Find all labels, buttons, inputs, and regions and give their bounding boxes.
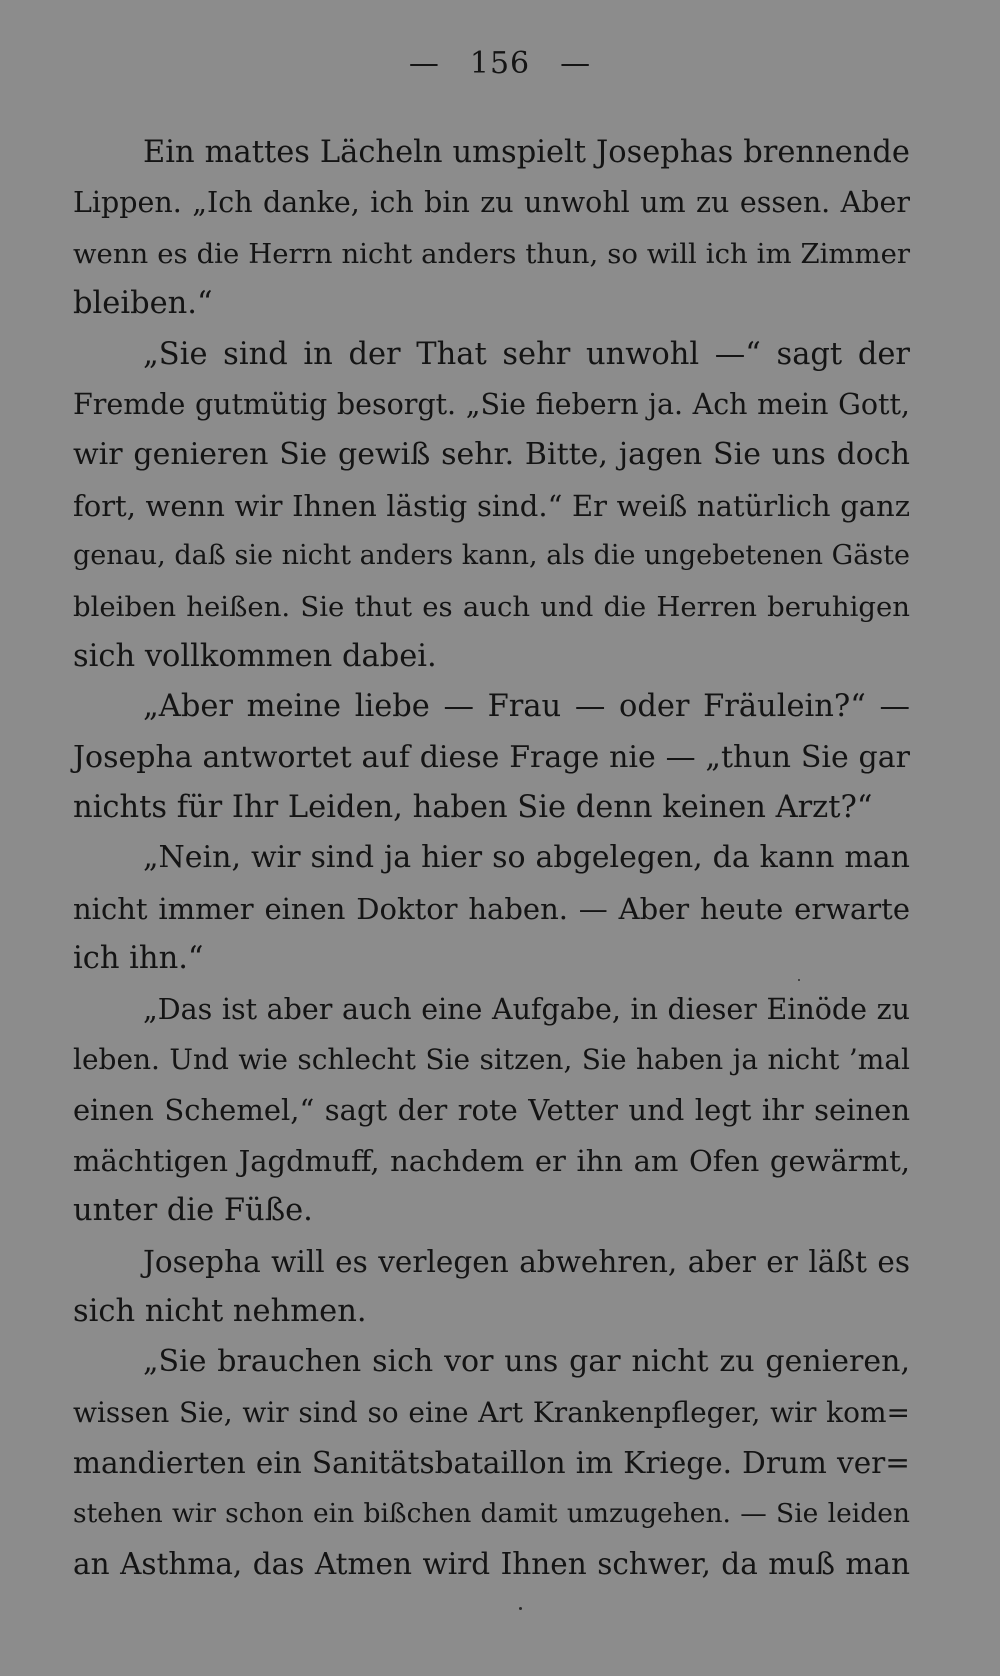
text-line: bleiben.“ xyxy=(73,286,213,322)
text-line: nichts für Ihr Leiden, haben Sie denn keinen Arzt?“ xyxy=(73,790,873,826)
text-line: Fremde gutmütig besorgt. „Sie fiebern ja. Ach mein Gott, xyxy=(73,387,910,421)
text-line: bleiben heißen. Sie thut es auch und die Herren beruhigen xyxy=(73,590,910,623)
text-line: einen Schemel,“ sagt der rote Vetter und legt ihr seinen xyxy=(73,1093,910,1128)
text-line: leben. Und wie schlecht Sie sitzen, Sie haben ja nicht ’mal xyxy=(73,1043,910,1077)
text-line: wenn es die Herrn nicht anders thun, so will ich im Zimmer xyxy=(73,237,910,270)
text-line: stehen wir schon ein bißchen damit umzugehen. — Sie leiden xyxy=(73,1497,910,1529)
page-number-header xyxy=(0,46,1000,81)
text-line: Lippen. „Ich danke, ich bin zu unwohl um zu essen. Aber xyxy=(73,186,910,220)
text-line: Josepha will es verlegen abwehren, aber er läßt es xyxy=(143,1244,910,1279)
text-line: mandierten ein Sanitätsbataillon im Kriege. Drum ver= xyxy=(73,1446,910,1481)
header-dash-right: — xyxy=(560,46,592,81)
print-speck xyxy=(798,979,800,981)
text-line: ich ihn.“ xyxy=(73,941,204,977)
text-line: „Sie brauchen sich vor uns gar nicht zu genieren, xyxy=(143,1344,910,1380)
print-speck xyxy=(519,1607,522,1610)
text-line: wissen Sie, wir sind so eine Art Krankenpfleger, wir kom= xyxy=(73,1395,910,1429)
text-line: unter die Füße. xyxy=(73,1193,313,1229)
text-line: sich vollkommen dabei. xyxy=(73,638,437,674)
text-line: „Das ist aber auch eine Aufgabe, in dieser Einöde zu xyxy=(143,992,910,1026)
text-line: mächtigen Jagdmuff, nachdem er ihn am Ofen gewärmt, xyxy=(73,1143,910,1178)
header-dash-left: — xyxy=(408,46,440,81)
page-number: 156 xyxy=(469,46,531,81)
text-line: wir genieren Sie gewiß sehr. Bitte, jagen Sie uns doch xyxy=(73,437,910,473)
text-line: sich nicht nehmen. xyxy=(73,1293,367,1329)
text-line: genau, daß sie nicht anders kann, als die ungebetenen Gäste xyxy=(73,540,910,572)
text-line: „Nein, wir sind ja hier so abgelegen, da kann man xyxy=(143,840,910,876)
text-line: Ein mattes Lächeln umspielt Josephas brennende xyxy=(143,135,910,170)
text-line: „Aber meine liebe — Frau — oder Fräulein?“ — xyxy=(143,689,910,725)
text-line: nicht immer einen Doktor haben. — Aber heute erwarte xyxy=(73,891,910,926)
text-line: Josepha antwortet auf diese Frage nie — „thun Sie gar xyxy=(73,739,910,775)
text-line: fort, wenn wir Ihnen lästig sind.“ Er weiß natürlich ganz xyxy=(73,488,910,523)
text-line: an Asthma, das Atmen wird Ihnen schwer, da muß man xyxy=(73,1546,910,1581)
text-line: „Sie sind in der That sehr unwohl —“ sagt der xyxy=(143,336,910,372)
body-text xyxy=(73,128,910,1589)
